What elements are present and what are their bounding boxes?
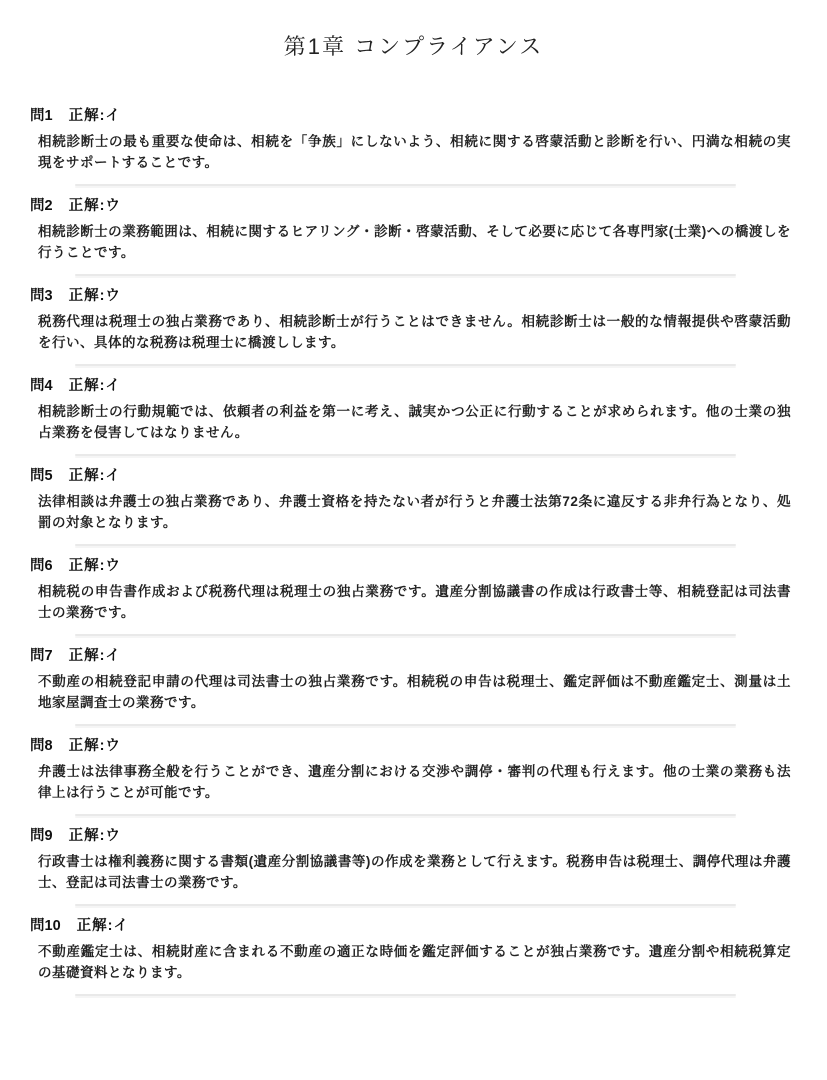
- question-correct-answer: 正解:イ: [76, 918, 129, 934]
- page-title: 第1章 コンプライアンス: [283, 34, 544, 59]
- question-explanation: 不動産鑑定士は、相続財産に含まれる不動産の適正な時価を鑑定評価することが独占業務です。遺産分割や相続税算定の基礎資料となります。: [38, 944, 791, 980]
- question-heading: [0, 827, 827, 845]
- separator-line: [75, 904, 736, 906]
- question-block: [0, 197, 827, 276]
- question-block: [0, 737, 827, 816]
- separator-line: [75, 724, 736, 726]
- question-correct-answer: 正解:イ: [68, 648, 121, 664]
- question-block: [0, 287, 827, 366]
- question-explanation: 相続診断士の行動規範では、依頼者の利益を第一に考え、誠実かつ公正に行動することが求められます。他の士業の独占業務を侵害してはなりません。: [38, 404, 791, 440]
- question-number: 問6: [30, 558, 53, 574]
- question-block: [0, 917, 827, 996]
- question-number: 問9: [30, 828, 53, 844]
- question-heading: [0, 467, 827, 485]
- question-explanation: 税務代理は税理士の独占業務であり、相続診断士が行うことはできません。相続診断士は一般的な情報提供や啓蒙活動を行い、具体的な税務は税理士に橋渡しします。: [38, 314, 791, 350]
- question-correct-answer: 正解:ウ: [68, 738, 121, 754]
- separator-line: [75, 454, 736, 456]
- question-explanation: 相続診断士の最も重要な使命は、相続を「争族」にしないよう、相続に関する啓蒙活動と診断を行い、円満な相続の実現をサポートすることです。: [38, 134, 791, 170]
- question-explanation: 弁護士は法律事務全般を行うことができ、遺産分割における交渉や調停・審判の代理も行えます。他の士業の業務も法律上は行うことが可能です。: [38, 764, 791, 800]
- question-correct-answer: 正解:イ: [68, 378, 121, 394]
- question-explanation: 相続診断士の業務範囲は、相続に関するヒアリング・診断・啓蒙活動、そして必要に応じて各専門家(士業)への橋渡しを行うことです。: [38, 224, 791, 260]
- question-block: [0, 647, 827, 726]
- question-explanation: 相続税の申告書作成および税務代理は税理士の独占業務です。遺産分割協議書の作成は行政書士等、相続登記は司法書士の業務です。: [38, 584, 791, 620]
- question-correct-answer: 正解:ウ: [68, 828, 121, 844]
- question-correct-answer: 正解:イ: [68, 108, 121, 124]
- question-explanation: 不動産の相続登記申請の代理は司法書士の独占業務です。相続税の申告は税理士、鑑定評価は不動産鑑定士、測量は土地家屋調査士の業務です。: [38, 674, 791, 710]
- question-number: 問4: [30, 378, 53, 394]
- separator-line: [75, 994, 736, 996]
- question-heading: [0, 377, 827, 395]
- question-block: [0, 827, 827, 906]
- question-heading: [0, 197, 827, 215]
- separator-line: [75, 544, 736, 546]
- question-heading: [0, 557, 827, 575]
- question-block: [0, 467, 827, 546]
- question-heading: [0, 737, 827, 755]
- question-number: 問5: [30, 468, 53, 484]
- question-explanation: 行政書士は権利義務に関する書類(遺産分割協議書等)の作成を業務として行えます。税務申告は税理士、調停代理は弁護士、登記は司法書士の業務です。: [38, 854, 791, 890]
- question-block: [0, 107, 827, 186]
- question-correct-answer: 正解:ウ: [68, 198, 121, 214]
- separator-line: [75, 814, 736, 816]
- question-correct-answer: 正解:イ: [68, 468, 121, 484]
- question-number: 問7: [30, 648, 53, 664]
- question-number: 問1: [30, 108, 53, 124]
- question-number: 問3: [30, 288, 53, 304]
- question-number: 問10: [30, 918, 61, 934]
- separator-line: [75, 364, 736, 366]
- separator-line: [75, 634, 736, 636]
- question-block: [0, 377, 827, 456]
- question-heading: [0, 917, 827, 935]
- question-heading: [0, 287, 827, 305]
- question-explanation: 法律相談は弁護士の独占業務であり、弁護士資格を持たない者が行うと弁護士法第72条に違反する非弁行為となり、処罰の対象となります。: [38, 494, 791, 530]
- question-heading: [0, 107, 827, 125]
- separator-line: [75, 184, 736, 186]
- question-correct-answer: 正解:ウ: [68, 288, 121, 304]
- separator-line: [75, 274, 736, 276]
- question-heading: [0, 647, 827, 665]
- question-number: 問2: [30, 198, 53, 214]
- question-number: 問8: [30, 738, 53, 754]
- question-block: [0, 557, 827, 636]
- question-correct-answer: 正解:ウ: [68, 558, 121, 574]
- question-list: [0, 107, 827, 996]
